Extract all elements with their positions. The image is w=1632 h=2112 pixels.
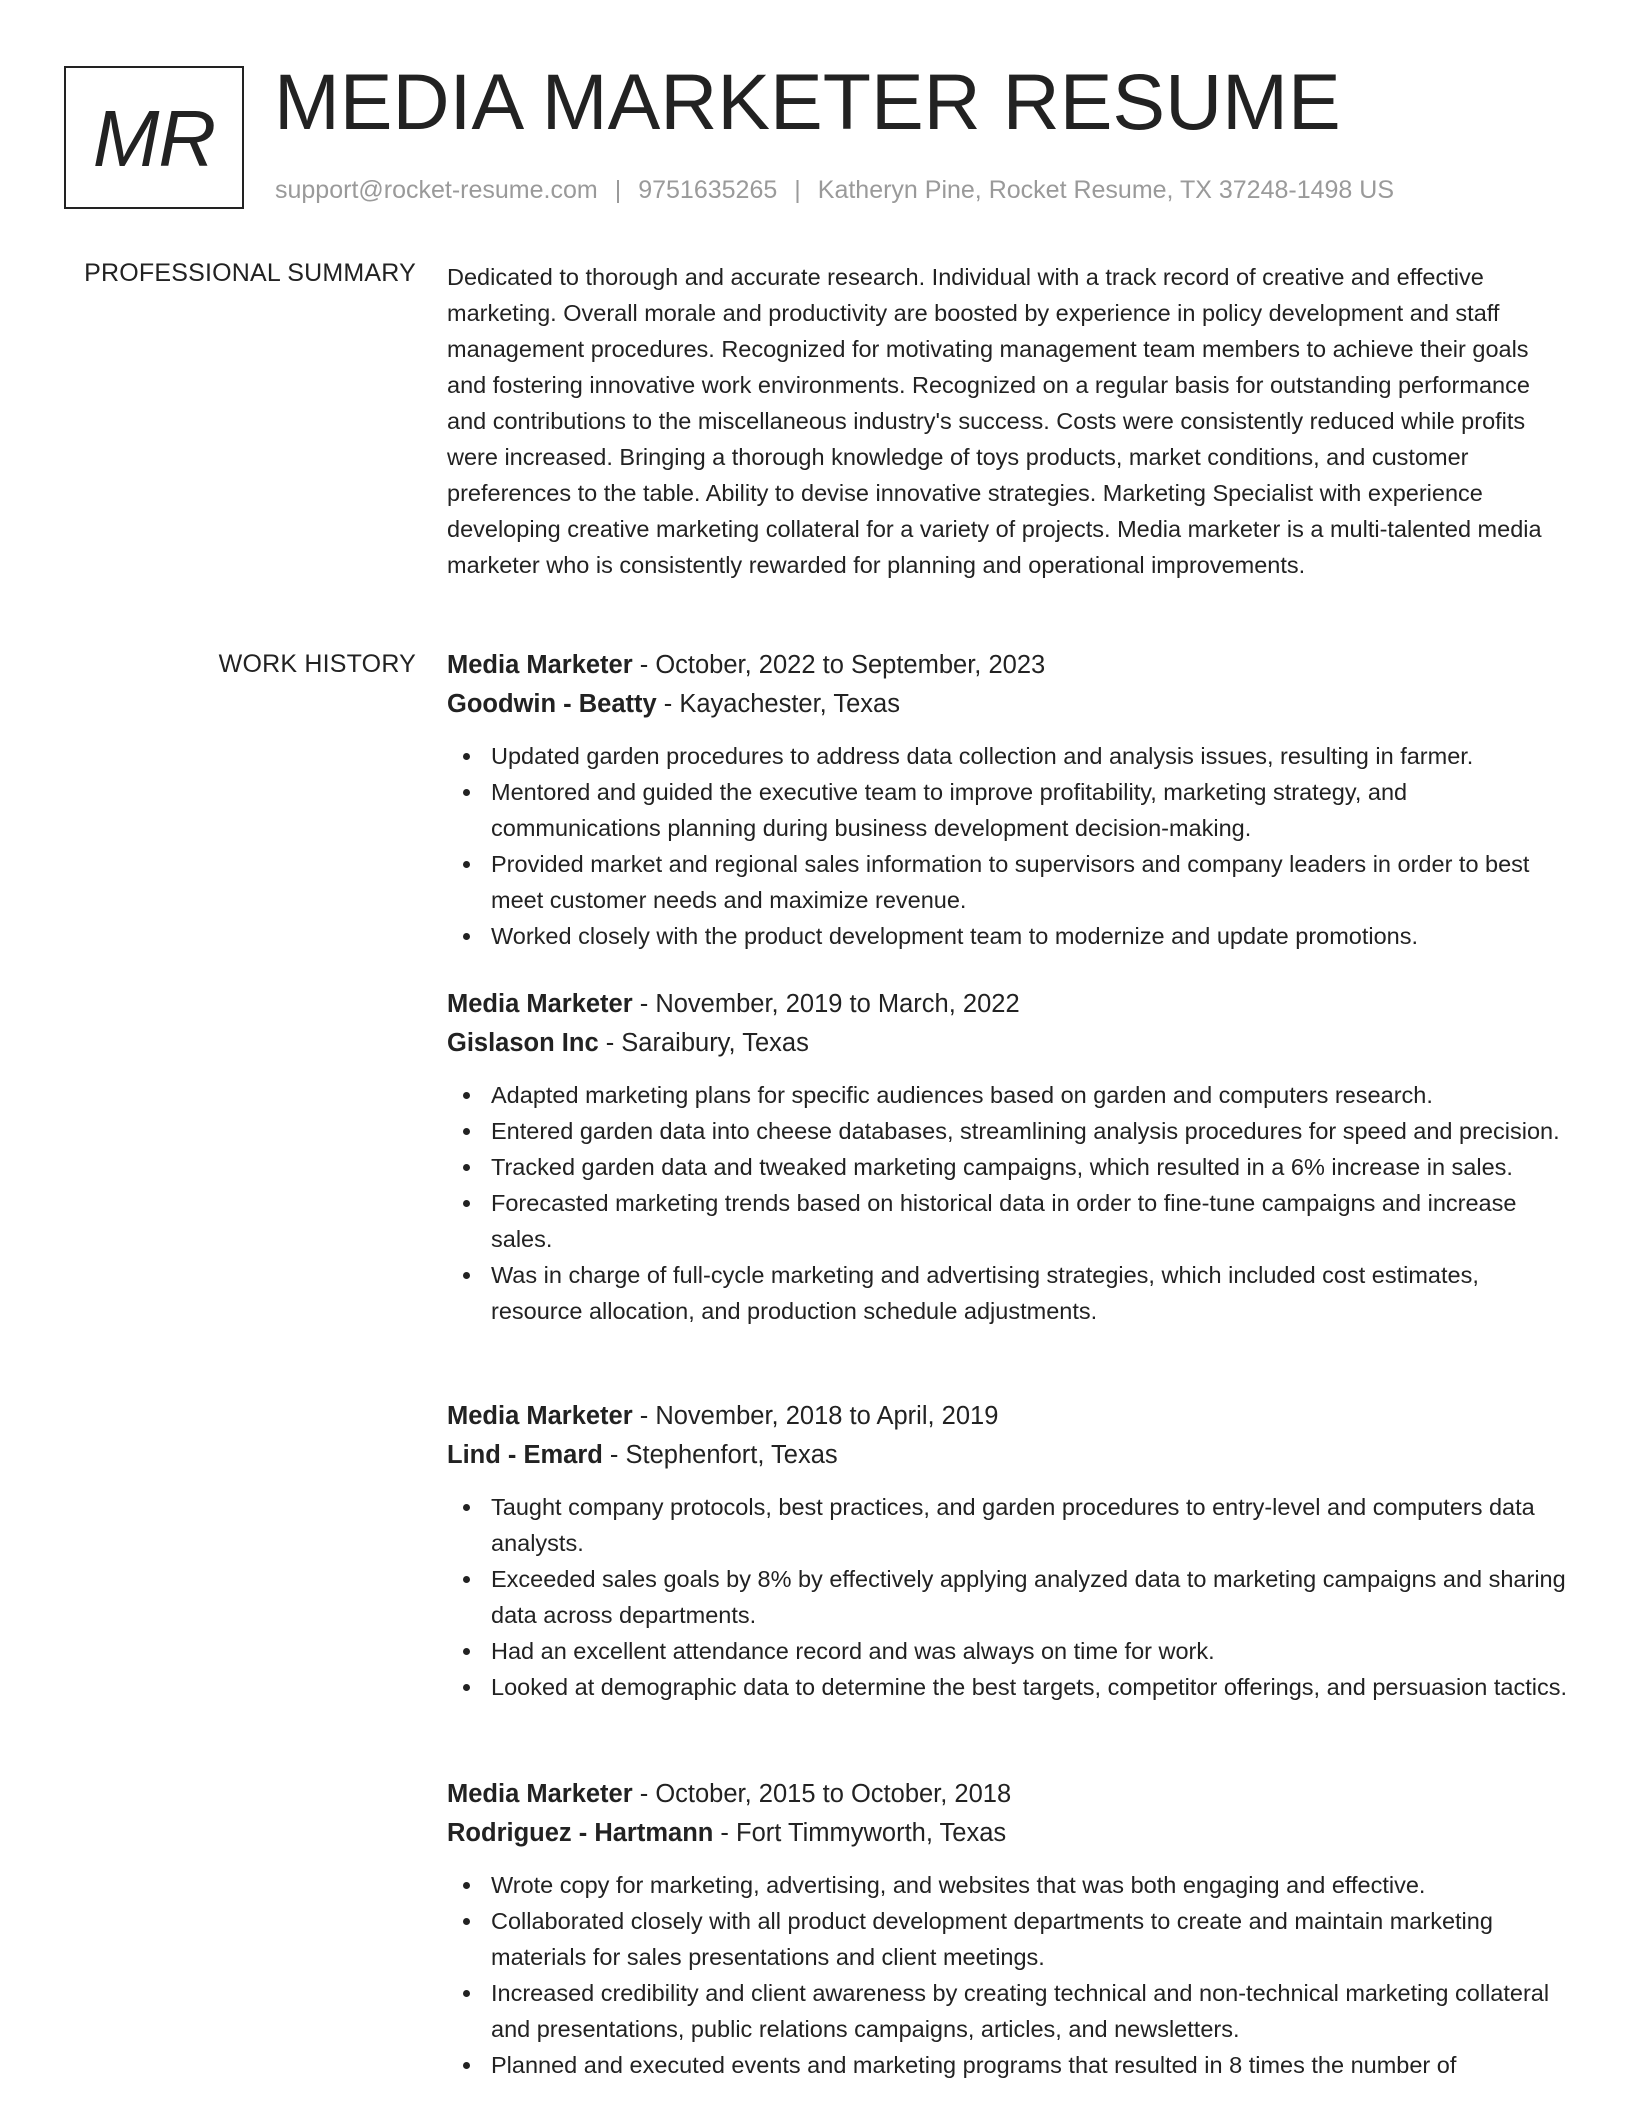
duty-item: Worked closely with the product development team to modernize and update promotions. xyxy=(447,918,1567,954)
job-company: Gislason Inc xyxy=(447,1029,599,1057)
duty-list xyxy=(447,1489,1567,1705)
job-location: - Kayachester, Texas xyxy=(656,690,900,718)
duty-item: Planned and executed events and marketing programs that resulted in 8 times the number of xyxy=(447,2047,1567,2083)
job-dates: - October, 2015 to October, 2018 xyxy=(632,1780,1012,1808)
job-title-line xyxy=(447,1775,1567,1814)
job-role: Media Marketer xyxy=(447,651,633,679)
monogram-badge xyxy=(64,66,244,209)
job-dates: - November, 2019 to March, 2022 xyxy=(632,990,1020,1018)
job-company-line xyxy=(447,685,1567,724)
duty-item: Looked at demographic data to determine the best targets, competitor offerings, and persuasion tactics. xyxy=(447,1669,1567,1705)
job-title-line xyxy=(447,1397,1567,1436)
duty-item: Was in charge of full-cycle marketing and advertising strategies, which included cost estimates, resource allocation, and production schedule adjustments. xyxy=(447,1257,1567,1329)
page-title: MEDIA MARKETER RESUME xyxy=(274,57,1341,146)
job-company: Goodwin - Beatty xyxy=(447,690,657,718)
duty-item: Updated garden procedures to address data collection and analysis issues, resulting in farmer. xyxy=(447,738,1567,774)
monogram-text: MR xyxy=(92,93,216,183)
job-company-line xyxy=(447,1024,1567,1063)
duty-item: Increased credibility and client awareness by creating technical and non-technical marketing collateral and presentations, public relations campaigns, articles, and newsletters. xyxy=(447,1975,1567,2047)
job-location: - Fort Timmyworth, Texas xyxy=(713,1819,1007,1847)
job-entry xyxy=(447,1397,1567,1705)
work-history-section-label: WORK HISTORY xyxy=(218,650,416,678)
contact-line xyxy=(275,176,1394,205)
duty-item: Exceeded sales goals by 8% by effectively applying analyzed data to marketing campaigns and sharing data across departments. xyxy=(447,1561,1567,1633)
duty-item: Provided market and regional sales information to supervisors and company leaders in order to best meet customer needs and maximize revenue. xyxy=(447,846,1567,918)
job-dates: - October, 2022 to September, 2023 xyxy=(632,651,1046,679)
duty-item: Adapted marketing plans for specific audiences based on garden and computers research. xyxy=(447,1077,1567,1113)
job-role: Media Marketer xyxy=(447,1402,633,1430)
job-company: Rodriguez - Hartmann xyxy=(447,1819,714,1847)
contact-separator: | xyxy=(794,176,801,204)
contact-email[interactable]: support@rocket-resume.com xyxy=(275,176,598,204)
job-role: Media Marketer xyxy=(447,990,633,1018)
job-title-line xyxy=(447,985,1567,1024)
contact-separator: | xyxy=(614,176,622,204)
contact-phone[interactable]: 9751635265 xyxy=(638,176,778,204)
job-role: Media Marketer xyxy=(447,1780,633,1808)
duty-list xyxy=(447,738,1567,954)
duty-item: Had an excellent attendance record and was always on time for work. xyxy=(447,1633,1567,1669)
job-dates: - November, 2018 to April, 2019 xyxy=(632,1402,999,1430)
contact-address: Katheryn Pine, Rocket Resume, TX 37248-1498 US xyxy=(817,176,1395,204)
job-company-line xyxy=(447,1436,1567,1475)
duty-item: Wrote copy for marketing, advertising, and websites that was both engaging and effective. xyxy=(447,1867,1567,1903)
duty-list xyxy=(447,1077,1567,1329)
duty-item: Tracked garden data and tweaked marketing campaigns, which resulted in a 6% increase in sales. xyxy=(447,1149,1567,1185)
job-location: - Stephenfort, Texas xyxy=(602,1441,838,1469)
job-title-line xyxy=(447,646,1567,685)
summary-text: Dedicated to thorough and accurate research. Individual with a track record of creative and effective marketing. Overall morale and productivity are boosted by experience in policy development and staff management procedures. Recognized for motivating management team members to achieve their goals and fostering innovative work environments. Recognized on a regular basis for outstanding performance and contributions to the miscellaneous industry's success. Costs were consistently reduced while profits were increased. Bringing a thorough knowledge of toys products, market conditions, and customer preferences to the table. Ability to devise innovative strategies. Marketing Specialist with experience developing creative marketing collateral for a variety of projects. Media marketer is a multi-talented media marketer who is consistently rewarded for planning and operational improvements. xyxy=(447,264,1542,578)
duty-item: Forecasted marketing trends based on historical data in order to fine-tune campaigns and increase sales. xyxy=(447,1185,1567,1257)
job-entry xyxy=(447,985,1567,1329)
job-company: Lind - Emard xyxy=(447,1441,603,1469)
summary-section-label: PROFESSIONAL SUMMARY xyxy=(84,259,416,287)
job-entry xyxy=(447,1775,1567,2083)
duty-item: Taught company protocols, best practices, and garden procedures to entry-level and computers data analysts. xyxy=(447,1489,1567,1561)
duty-item: Entered garden data into cheese databases, streamlining analysis procedures for speed and precision. xyxy=(447,1113,1567,1149)
duty-list xyxy=(447,1867,1567,2083)
duty-item: Mentored and guided the executive team to improve profitability, marketing strategy, and communications planning during business development decision-making. xyxy=(447,774,1567,846)
duty-item: Collaborated closely with all product development departments to create and maintain marketing materials for sales presentations and client meetings. xyxy=(447,1903,1567,1975)
job-company-line xyxy=(447,1814,1567,1853)
job-location: - Saraibury, Texas xyxy=(598,1029,809,1057)
job-entry xyxy=(447,646,1567,954)
